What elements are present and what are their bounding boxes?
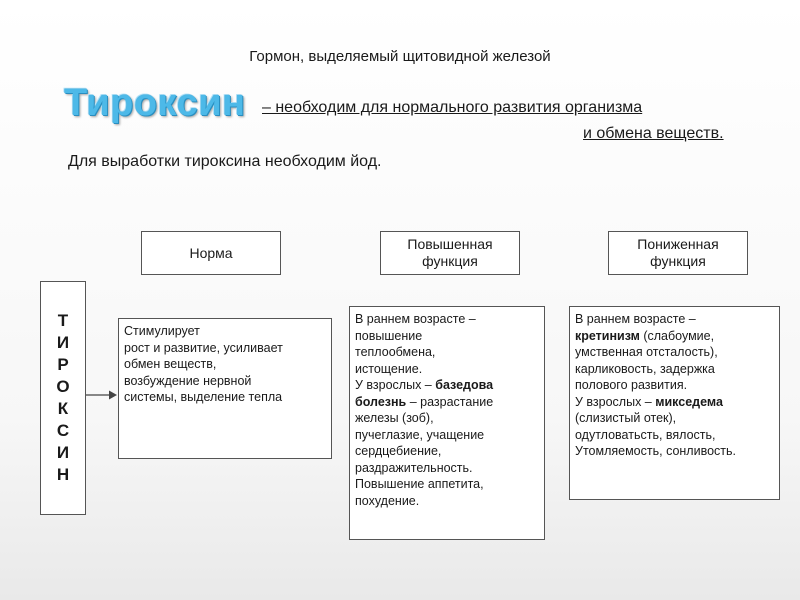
- vertical-letter: Н: [56, 465, 70, 484]
- header-high-function: Повышенная функция: [380, 231, 520, 275]
- cretinism-term: кретинизм: [575, 328, 640, 343]
- vertical-thyroxine-label: [40, 281, 86, 515]
- high-text-intro: В раннем возрасте – повышение теплообмена, истощение. У взрослых –: [355, 312, 476, 392]
- header-norm: Норма: [141, 231, 281, 275]
- vertical-letter: И: [56, 443, 70, 462]
- title-description-line1: – необходим для нормального развития организма: [262, 99, 643, 116]
- high-function-box: [349, 306, 545, 540]
- subtitle: Гормон, выделяемый щитовидной железой: [249, 48, 551, 65]
- arrow-connector: [86, 389, 117, 401]
- low-text-intro: В раннем возрасте –: [575, 312, 696, 326]
- vertical-letter: К: [57, 399, 69, 418]
- title-description-line2: и обмена веществ.: [583, 125, 724, 142]
- vertical-letter: Р: [57, 355, 69, 374]
- myxedema-term: микседема: [655, 394, 723, 409]
- low-text-rest: (слизистый отек), одутловатьсть, вялость, Утомляемость, сонливость.: [575, 411, 736, 458]
- vertical-letter: О: [56, 377, 70, 396]
- iodine-note: Для выработки тироксина необходим йод.: [68, 153, 382, 170]
- norm-description-box: Стимулирует рост и развитие, усиливает обмен веществ, возбуждение нервной системы, выделение тепла: [118, 318, 332, 459]
- low-text-middle: (слабоумие, умственная отсталость), карликовость, задержка полового развития. У взрослых –: [575, 328, 718, 409]
- vertical-letter: И: [56, 333, 70, 352]
- header-low-function: Пониженная функция: [608, 231, 748, 275]
- low-function-box: [569, 306, 780, 500]
- graves-disease-term: базедова болезнь: [355, 378, 494, 409]
- vertical-letter: Т: [57, 311, 69, 330]
- page-title: Тироксин: [64, 82, 246, 124]
- high-text-rest: – разрастание железы (зоб), пучеглазие, учащение сердцебиение, раздражительность. Повышение аппетита, похудение.: [355, 394, 494, 508]
- vertical-letter: С: [56, 421, 70, 440]
